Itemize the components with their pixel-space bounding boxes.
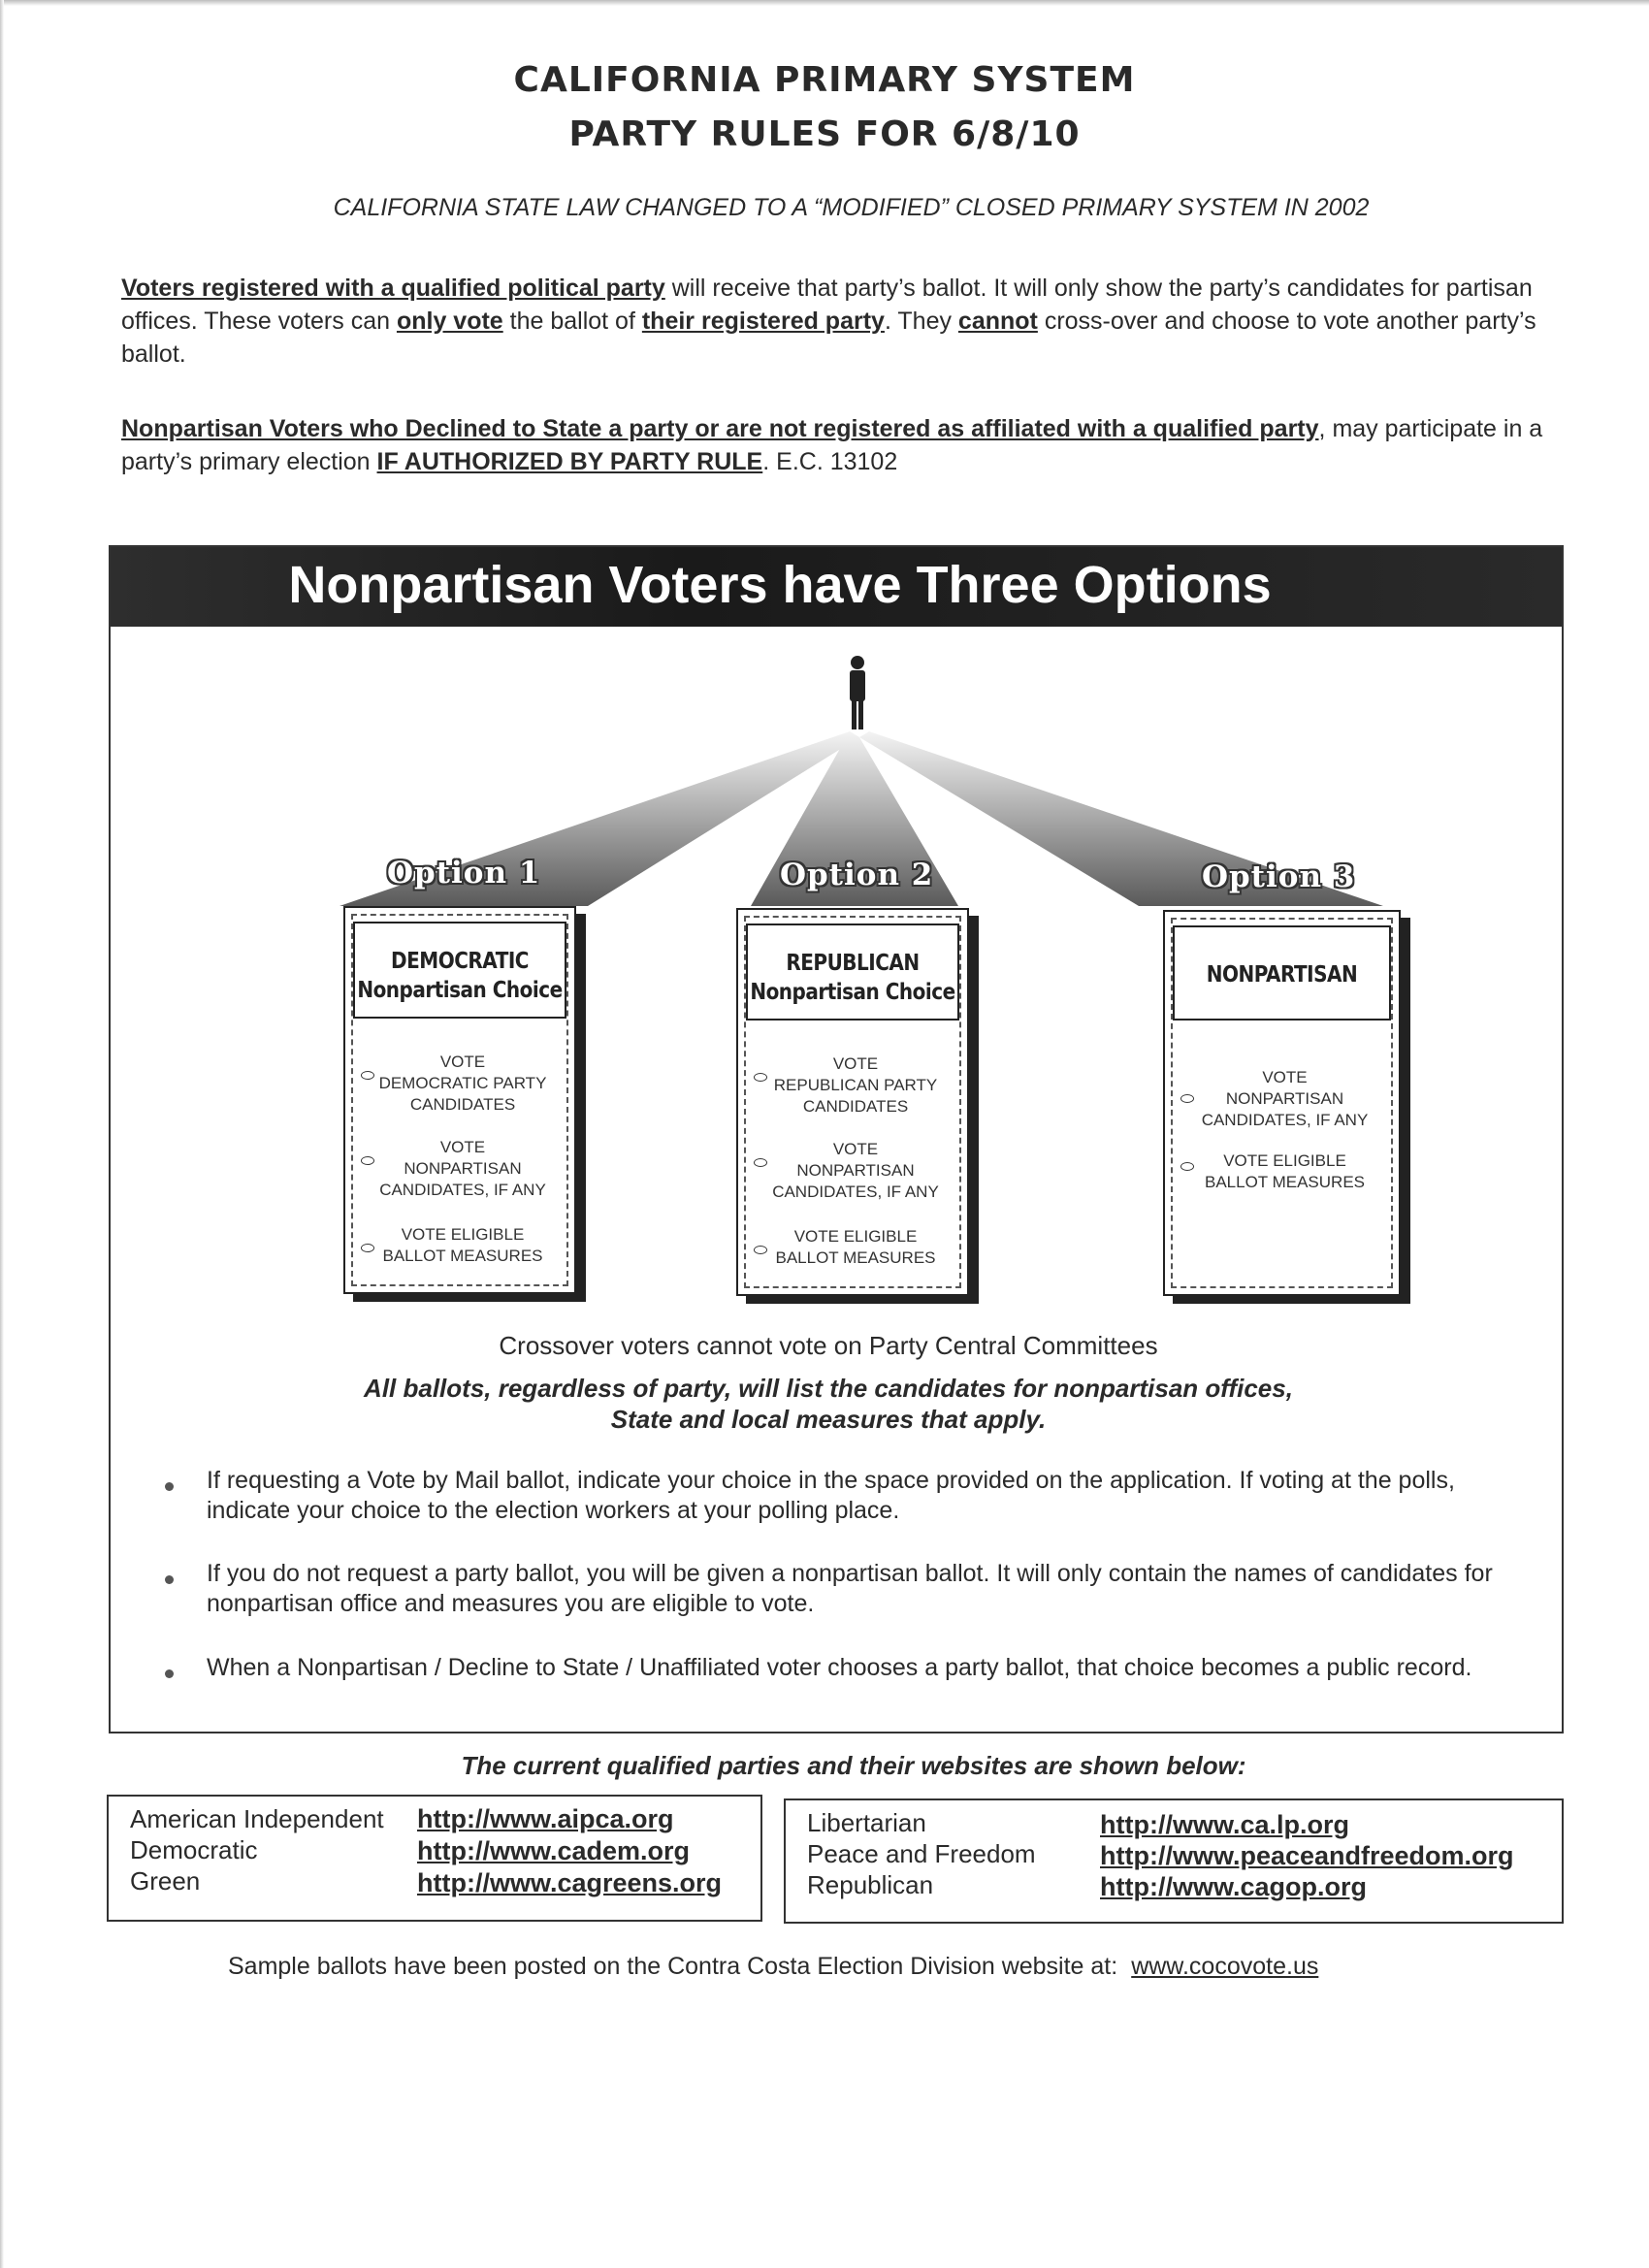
ballot-nonpartisan	[1163, 910, 1401, 1296]
line-text: VOTE	[439, 1053, 486, 1071]
text-segment: will receive that party’s ballot. It will only show the party’s candidates for partisan offices. These voters can	[121, 275, 1533, 335]
option-3-label: Option 3	[1202, 859, 1356, 894]
line-text: CANDIDATES, IF ANY	[379, 1181, 546, 1199]
text-segment: . They	[884, 308, 958, 335]
party-name: Democratic	[130, 1835, 258, 1864]
party-website-link[interactable]: http://www.cagreens.org	[417, 1868, 723, 1897]
ballot-header	[746, 923, 959, 1021]
line-text: VOTE	[439, 1138, 486, 1156]
text-segment: , may participate in a party’s primary election	[121, 415, 1543, 475]
party-name: Libertarian	[807, 1808, 926, 1837]
party-name: Green	[130, 1866, 201, 1895]
options-header-title: Nonpartisan Voters have Three Options	[288, 556, 1272, 614]
ballot-option-party-candidates	[758, 1053, 954, 1118]
option-2-label: Option 2	[780, 858, 934, 892]
party-website-link[interactable]: http://www.aipca.org	[417, 1804, 674, 1833]
their-registered-party-phrase: their registered party	[641, 308, 885, 335]
only-vote-phrase: only vote	[396, 308, 503, 335]
party-name: Republican	[807, 1870, 934, 1899]
footer-note	[228, 1953, 1489, 1981]
all-ballots-note-line-1: All ballots, regardless of party, will list the candidates for nonpartisan offices,	[364, 1374, 1293, 1403]
line-text: DEMOCRATIC PARTY	[378, 1074, 547, 1092]
title-line-1: CALIFORNIA PRIMARY SYSTEM	[513, 60, 1136, 100]
ballot-party-name: NONPARTISAN	[1206, 960, 1358, 988]
line-text: CANDIDATES	[802, 1097, 909, 1116]
bullet-vote-by-mail: If requesting a Vote by Mail ballot, indicate your choice in the space provided on the application. If voting at the polls, indicate your choice to the election workers at your polling place.	[207, 1467, 1455, 1524]
party-website-link[interactable]: http://www.peaceandfreedom.org	[1100, 1841, 1514, 1870]
scan-edge-left	[0, 0, 4, 2268]
footer-website-link[interactable]: www.cocovote.us	[1131, 1953, 1319, 1980]
parties-table-left	[107, 1795, 762, 1922]
line-text: NONPARTISAN	[796, 1161, 915, 1180]
ballot-republican	[736, 908, 969, 1296]
bullet-icon	[165, 1669, 174, 1678]
ballot-option-party-candidates	[365, 1052, 561, 1116]
line-text: CANDIDATES, IF ANY	[1201, 1111, 1369, 1129]
line-text: NONPARTISAN	[1225, 1089, 1344, 1108]
ballot-democratic	[343, 906, 576, 1294]
party-website-link[interactable]: http://www.ca.lp.org	[1100, 1810, 1349, 1839]
subtitle: CALIFORNIA STATE LAW CHANGED TO A “MODIFIED” CLOSED PRIMARY SYSTEM IN 2002	[333, 194, 1370, 221]
line-text: CANDIDATES, IF ANY	[772, 1183, 939, 1201]
party-website-link[interactable]: http://www.cadem.org	[417, 1836, 691, 1865]
ballot-option-nonpartisan	[758, 1139, 954, 1203]
cannot-phrase: cannot	[957, 308, 1038, 335]
paragraph-registered-voters	[121, 272, 1576, 371]
bullet-icon	[165, 1482, 174, 1491]
title-line-2: PARTY RULES FOR 6/8/10	[568, 114, 1081, 154]
crossover-note: Crossover voters cannot vote on Party Central Committees	[499, 1331, 1158, 1360]
ballot-option-measures	[758, 1226, 954, 1269]
text-segment: . E.C. 13102	[762, 448, 898, 475]
ballot-option-nonpartisan	[1184, 1067, 1385, 1131]
line-text: VOTE	[832, 1054, 879, 1073]
line-text: VOTE ELIGIBLE	[793, 1227, 918, 1246]
text-segment: cross-over and choose to vote another party’s ballot.	[121, 308, 1536, 368]
ballot-party-name: REPUBLICAN	[786, 949, 920, 976]
line-text: VOTE	[1262, 1068, 1308, 1086]
nonpartisan-voters-phrase: Nonpartisan Voters who Declined to State a party or are not registered as affiliated with a qualified party	[121, 415, 1319, 442]
party-website-link[interactable]: http://www.cagop.org	[1100, 1872, 1367, 1901]
person-figure-icon	[850, 656, 865, 729]
options-panel	[109, 545, 1564, 1733]
bullet-nonpartisan-ballot: If you do not request a party ballot, you will be given a nonpartisan ballot. It will only contain the names of candidates for nonpartisan office and measures you are eligible to vote.	[207, 1560, 1493, 1617]
line-text: BALLOT MEASURES	[775, 1248, 936, 1267]
parties-caption: The current qualified parties and their websites are shown below:	[461, 1751, 1246, 1780]
line-text: NONPARTISAN	[404, 1159, 522, 1178]
bullet-icon	[165, 1575, 174, 1584]
paragraph-nonpartisan-voters	[121, 412, 1576, 478]
option-1-label: Option 1	[387, 856, 541, 891]
ballot-header	[1173, 925, 1391, 1021]
text-segment: the ballot of	[502, 308, 642, 335]
line-text: BALLOT MEASURES	[1204, 1173, 1366, 1191]
line-text: VOTE	[832, 1140, 879, 1158]
registered-voters-phrase: Voters registered with a qualified political party	[121, 275, 665, 302]
ballot-header	[353, 922, 566, 1019]
line-text: CANDIDATES	[409, 1095, 516, 1114]
ballot-option-measures	[365, 1224, 561, 1267]
ballot-option-nonpartisan	[365, 1137, 561, 1201]
ballot-party-name: DEMOCRATIC	[391, 947, 529, 974]
ballot-option-measures	[1184, 1150, 1385, 1193]
parties-table-right	[784, 1798, 1564, 1924]
party-name: American Independent	[130, 1804, 384, 1833]
line-text: VOTE ELIGIBLE	[1223, 1151, 1346, 1170]
ballot-choice-name: Nonpartisan Choice	[750, 978, 955, 1005]
line-text: REPUBLICAN PARTY	[773, 1076, 938, 1094]
all-ballots-note-line-2: State and local measures that apply.	[610, 1405, 1047, 1434]
scan-edge	[0, 0, 1649, 6]
bullet-public-record: When a Nonpartisan / Decline to State / Unaffiliated voter chooses a party ballot, that choice becomes a public record.	[207, 1654, 1472, 1681]
ballot-choice-name: Nonpartisan Choice	[357, 976, 563, 1003]
authorized-by-party-rule-phrase: IF AUTHORIZED BY PARTY RULE	[376, 448, 763, 475]
line-text: VOTE ELIGIBLE	[401, 1225, 525, 1244]
party-name: Peace and Freedom	[807, 1839, 1036, 1868]
line-text: BALLOT MEASURES	[382, 1247, 543, 1265]
footer-text: Sample ballots have been posted on the Contra Costa Election Division website at:	[228, 1953, 1118, 1980]
